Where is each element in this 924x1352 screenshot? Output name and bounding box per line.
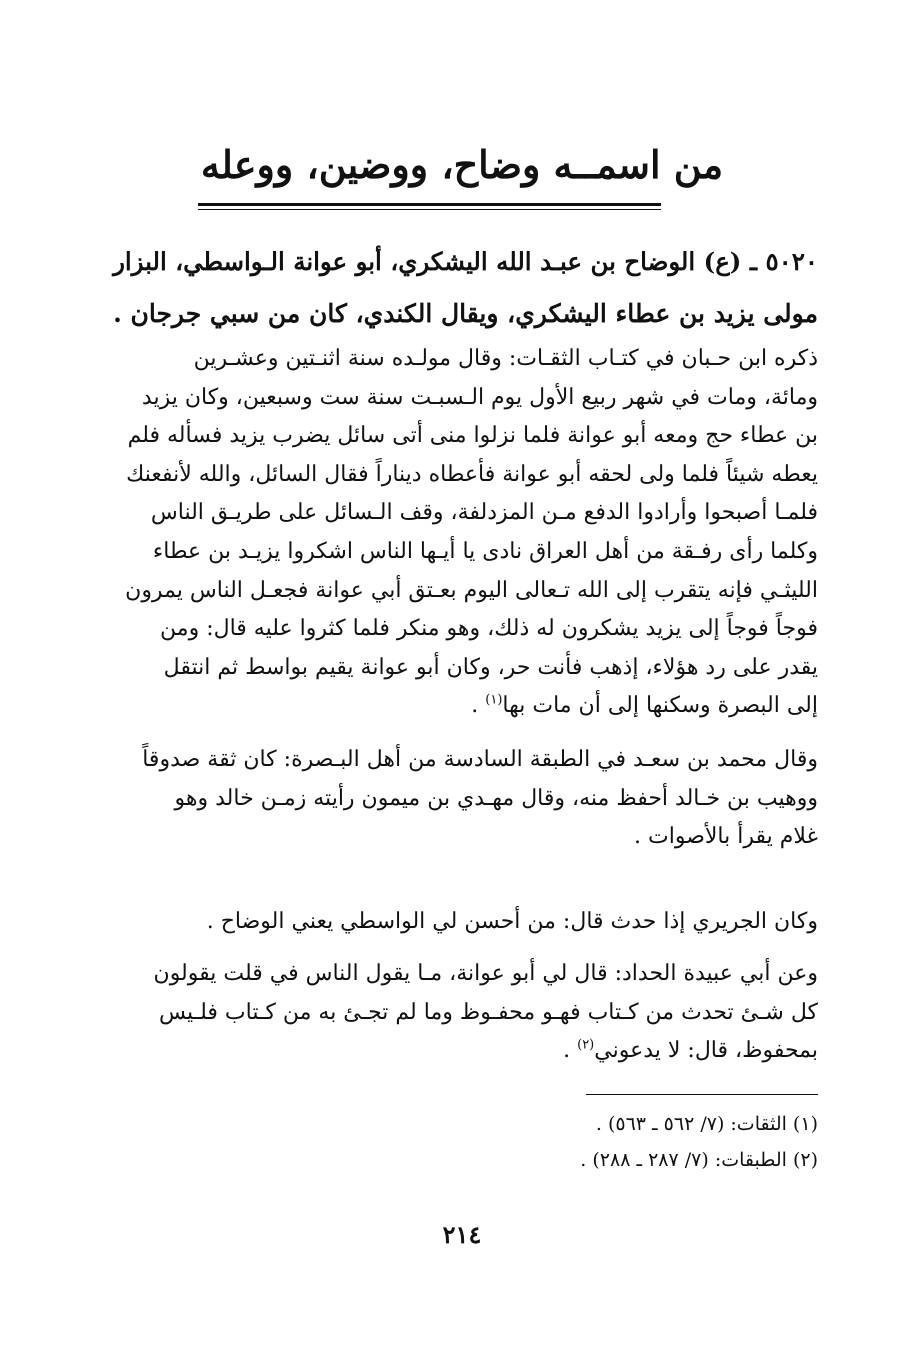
paragraph-line: يعطه شيئاً فلما ولى لحقه أبو عوانة فأعطاه ديناراً فقال السائل، والله لأنفعنك: [126, 461, 818, 487]
paragraph-ibn-hibban: [106, 340, 818, 726]
paragraph-line: وعن أبي عبيدة الحداد: قال لي أبو عوانة، مـا يقول الناس في قلت يقولون: [153, 961, 818, 986]
entry-heading: [106, 236, 818, 340]
paragraph-line: وقال محمد بن سعـد في الطبقة السادسة من أهل البـصرة: كان ثقة صدوقاً: [142, 747, 818, 772]
paragraph-last-text: بمحفوظ، قال: لا يدعوني: [594, 1038, 818, 1064]
paragraph-line: [106, 687, 818, 726]
footnote-marker-2[interactable]: (٢): [577, 1037, 595, 1053]
paragraph-line: كل شـئ تحدث من كـتاب فهـو محفـوظ وما لم تجـئ به من كـتاب فلـيس: [158, 999, 818, 1025]
paragraph-line: وكان الجريري إذا حدث قال: من أحسن لي الواسطي يعني الوضاح .: [206, 909, 818, 934]
title-rule-thin: [198, 209, 661, 210]
paragraph-jariri: [106, 903, 818, 942]
paragraph-line: الليثـي فإنه يتقرب إلى الله تـعالى اليوم بعـتق أبي عوانة فجعـل الناس يمرون: [125, 577, 818, 603]
section-title: من اسمــه وضاح، ووضين، ووعله: [200, 142, 724, 187]
entry-heading-line: ٥٠٢٠ ـ (ع) الوضاح بن عبـد الله اليشكري، أبو عوانة الـواسطي، البزار: [113, 247, 818, 276]
paragraph-line: ووهيب بن خـالد أحفظ منه، وقال مهـدي بن ميمون رأيته زمـن خالد وهو: [174, 785, 818, 811]
paragraph-line: وكلما رأى رفـقة من أهل العراق نادى يا أيـها الناس اشكروا يزيـد بن عطاء: [152, 538, 818, 564]
paragraph-line: ومائة، ومات في شهر ربيع الأول يوم الـسبـت سنة ست وسبعين، وكان يزيد: [141, 384, 818, 410]
footnote-1: (١) الثقات: (٧/ ٥٦٢ ـ ٥٦٣) .: [595, 1113, 818, 1135]
paragraph-line: فوجاً فوجاً إلى يزيد يشكرون له ذلك، وهو منكر فلما كثروا عليه قال: ومن: [160, 616, 818, 642]
paragraph-line: فلمـا أصبحوا وأرادوا الدفع مـن المزدلفة، وقف الـسائل على طريـق الناس: [150, 500, 818, 526]
paragraph-line: [106, 1032, 818, 1071]
paragraph-last-text: إلى البصرة وسكنها إلى أن مات بها: [502, 693, 818, 719]
paragraph-line: بن عطاء حج ومعه أبو عوانة فلما نزلوا منى أتى سائل يضرب يزيد فسأله فلم: [127, 423, 818, 449]
paragraph-end-punct: .: [471, 693, 486, 719]
paragraph-line: يقدر على رد هؤلاء، إذهب فأنت حر، وكان أبو عوانة يقيم بواسط ثم انتقل: [163, 654, 818, 680]
paragraph-line: غلام يقرأ بالأصوات .: [634, 824, 818, 850]
page-number: ٢١٤: [442, 1220, 482, 1249]
footnote-separator: [586, 1094, 818, 1095]
paragraph-abu-ubayda: [106, 955, 818, 1071]
footnotes: [106, 1106, 818, 1178]
paragraph-end-punct: .: [563, 1038, 578, 1064]
title-rule-thick: [198, 203, 661, 206]
footnote-marker-1[interactable]: (١): [485, 693, 503, 709]
paragraph-line: ذكره ابن حـبان في كتـاب الثقـات: وقال مولـده سنة اثنـتين وعشـرين: [193, 346, 818, 371]
paragraph-ibn-sad: [106, 741, 818, 857]
entry-heading-line: مولى يزيد بن عطاء اليشكري، ويقال الكندي، كان من سبي جرجان .: [113, 299, 818, 328]
footnote-2: (٢) الطبقات: (٧/ ٢٨٧ ـ ٢٨٨) .: [580, 1149, 818, 1171]
